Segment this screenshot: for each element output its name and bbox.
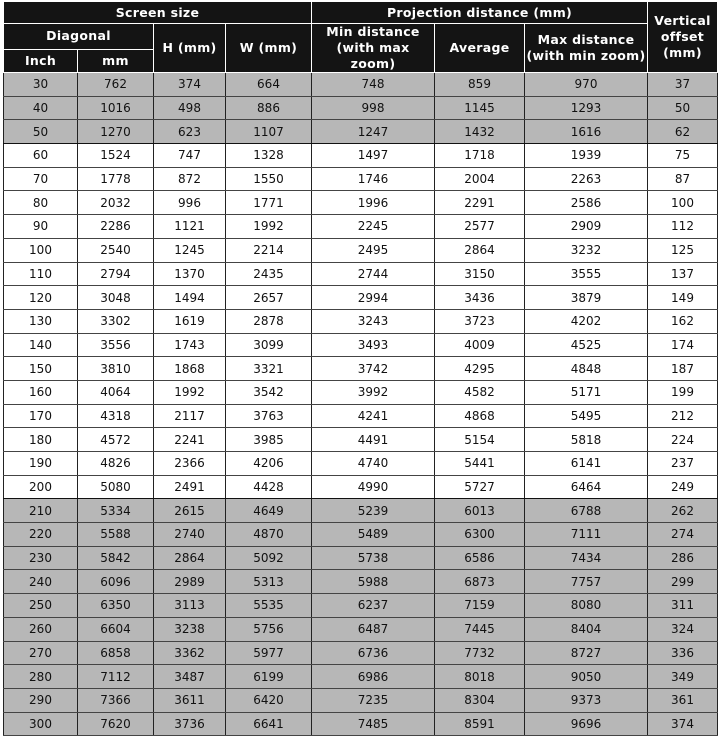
cell-min-distance: 2994 bbox=[312, 286, 435, 310]
cell-vertical-offset: 62 bbox=[648, 120, 718, 144]
cell-vertical-offset: 112 bbox=[648, 215, 718, 239]
cell-h-mm: 3611 bbox=[154, 688, 226, 712]
cell-vertical-offset: 37 bbox=[648, 73, 718, 97]
cell-mm: 6096 bbox=[78, 570, 154, 594]
cell-w-mm: 2878 bbox=[226, 309, 312, 333]
table-row bbox=[4, 120, 718, 144]
cell-w-mm: 2657 bbox=[226, 286, 312, 310]
cell-mm: 5080 bbox=[78, 475, 154, 499]
table-row bbox=[4, 96, 718, 120]
cell-h-mm: 3113 bbox=[154, 594, 226, 618]
table-row bbox=[4, 499, 718, 523]
cell-max-distance: 970 bbox=[525, 73, 648, 97]
table-row bbox=[4, 617, 718, 641]
cell-h-mm: 1868 bbox=[154, 357, 226, 381]
table-row bbox=[4, 546, 718, 570]
cell-h-mm: 498 bbox=[154, 96, 226, 120]
cell-average: 4295 bbox=[435, 357, 525, 381]
cell-average: 6013 bbox=[435, 499, 525, 523]
table-row bbox=[4, 641, 718, 665]
cell-h-mm: 2740 bbox=[154, 523, 226, 547]
cell-h-mm: 996 bbox=[154, 191, 226, 215]
cell-vertical-offset: 87 bbox=[648, 167, 718, 191]
cell-inch: 110 bbox=[4, 262, 78, 286]
cell-max-distance: 7434 bbox=[525, 546, 648, 570]
cell-max-distance: 8404 bbox=[525, 617, 648, 641]
cell-average: 7159 bbox=[435, 594, 525, 618]
cell-w-mm: 3985 bbox=[226, 428, 312, 452]
cell-w-mm: 4649 bbox=[226, 499, 312, 523]
cell-inch: 190 bbox=[4, 452, 78, 476]
cell-average: 5154 bbox=[435, 428, 525, 452]
cell-w-mm: 2214 bbox=[226, 238, 312, 262]
cell-vertical-offset: 125 bbox=[648, 238, 718, 262]
cell-h-mm: 872 bbox=[154, 167, 226, 191]
cell-average: 8591 bbox=[435, 712, 525, 736]
cell-w-mm: 5535 bbox=[226, 594, 312, 618]
cell-min-distance: 4491 bbox=[312, 428, 435, 452]
cell-h-mm: 3362 bbox=[154, 641, 226, 665]
cell-vertical-offset: 299 bbox=[648, 570, 718, 594]
cell-w-mm: 664 bbox=[226, 73, 312, 97]
cell-w-mm: 1328 bbox=[226, 144, 312, 168]
cell-h-mm: 1121 bbox=[154, 215, 226, 239]
cell-min-distance: 5489 bbox=[312, 523, 435, 547]
cell-vertical-offset: 361 bbox=[648, 688, 718, 712]
cell-inch: 70 bbox=[4, 167, 78, 191]
table-row bbox=[4, 262, 718, 286]
cell-vertical-offset: 212 bbox=[648, 404, 718, 428]
cell-average: 4868 bbox=[435, 404, 525, 428]
table-row bbox=[4, 475, 718, 499]
cell-h-mm: 1743 bbox=[154, 333, 226, 357]
cell-max-distance: 3555 bbox=[525, 262, 648, 286]
header-projection-distance: Projection distance (mm) bbox=[312, 2, 648, 24]
cell-max-distance: 2263 bbox=[525, 167, 648, 191]
cell-average: 2291 bbox=[435, 191, 525, 215]
cell-vertical-offset: 311 bbox=[648, 594, 718, 618]
header-h-mm: H (mm) bbox=[154, 24, 226, 73]
cell-inch: 250 bbox=[4, 594, 78, 618]
cell-inch: 60 bbox=[4, 144, 78, 168]
cell-average: 6873 bbox=[435, 570, 525, 594]
cell-average: 2577 bbox=[435, 215, 525, 239]
cell-max-distance: 9373 bbox=[525, 688, 648, 712]
cell-w-mm: 3542 bbox=[226, 380, 312, 404]
cell-max-distance: 5171 bbox=[525, 380, 648, 404]
cell-vertical-offset: 162 bbox=[648, 309, 718, 333]
cell-inch: 210 bbox=[4, 499, 78, 523]
cell-max-distance: 6464 bbox=[525, 475, 648, 499]
cell-h-mm: 1992 bbox=[154, 380, 226, 404]
header-inch: Inch bbox=[4, 49, 78, 72]
cell-mm: 762 bbox=[78, 73, 154, 97]
cell-mm: 1778 bbox=[78, 167, 154, 191]
cell-mm: 6350 bbox=[78, 594, 154, 618]
cell-min-distance: 3992 bbox=[312, 380, 435, 404]
cell-min-distance: 5239 bbox=[312, 499, 435, 523]
cell-inch: 300 bbox=[4, 712, 78, 736]
table-row bbox=[4, 428, 718, 452]
cell-vertical-offset: 324 bbox=[648, 617, 718, 641]
cell-vertical-offset: 262 bbox=[648, 499, 718, 523]
cell-h-mm: 3238 bbox=[154, 617, 226, 641]
cell-inch: 130 bbox=[4, 309, 78, 333]
cell-inch: 160 bbox=[4, 380, 78, 404]
cell-inch: 140 bbox=[4, 333, 78, 357]
cell-max-distance: 9696 bbox=[525, 712, 648, 736]
cell-inch: 180 bbox=[4, 428, 78, 452]
cell-h-mm: 1370 bbox=[154, 262, 226, 286]
cell-max-distance: 4848 bbox=[525, 357, 648, 381]
cell-h-mm: 2989 bbox=[154, 570, 226, 594]
cell-w-mm: 1107 bbox=[226, 120, 312, 144]
cell-max-distance: 2586 bbox=[525, 191, 648, 215]
cell-inch: 260 bbox=[4, 617, 78, 641]
cell-h-mm: 1494 bbox=[154, 286, 226, 310]
cell-w-mm: 6641 bbox=[226, 712, 312, 736]
cell-inch: 290 bbox=[4, 688, 78, 712]
cell-inch: 230 bbox=[4, 546, 78, 570]
cell-mm: 3302 bbox=[78, 309, 154, 333]
cell-w-mm: 5756 bbox=[226, 617, 312, 641]
cell-min-distance: 1996 bbox=[312, 191, 435, 215]
cell-average: 3436 bbox=[435, 286, 525, 310]
cell-average: 859 bbox=[435, 73, 525, 97]
cell-inch: 50 bbox=[4, 120, 78, 144]
cell-vertical-offset: 349 bbox=[648, 665, 718, 689]
cell-max-distance: 3879 bbox=[525, 286, 648, 310]
cell-mm: 4572 bbox=[78, 428, 154, 452]
cell-vertical-offset: 199 bbox=[648, 380, 718, 404]
header-average: Average bbox=[435, 24, 525, 73]
table-row bbox=[4, 333, 718, 357]
header-diagonal: Diagonal bbox=[4, 24, 154, 50]
cell-mm: 3556 bbox=[78, 333, 154, 357]
cell-inch: 220 bbox=[4, 523, 78, 547]
projection-distance-table bbox=[3, 1, 718, 736]
cell-average: 8018 bbox=[435, 665, 525, 689]
cell-min-distance: 3742 bbox=[312, 357, 435, 381]
cell-max-distance: 4202 bbox=[525, 309, 648, 333]
cell-average: 1145 bbox=[435, 96, 525, 120]
cell-w-mm: 1771 bbox=[226, 191, 312, 215]
cell-inch: 80 bbox=[4, 191, 78, 215]
cell-mm: 2794 bbox=[78, 262, 154, 286]
cell-max-distance: 7111 bbox=[525, 523, 648, 547]
cell-max-distance: 8080 bbox=[525, 594, 648, 618]
cell-vertical-offset: 174 bbox=[648, 333, 718, 357]
cell-w-mm: 1992 bbox=[226, 215, 312, 239]
cell-h-mm: 3736 bbox=[154, 712, 226, 736]
cell-max-distance: 5495 bbox=[525, 404, 648, 428]
cell-h-mm: 3487 bbox=[154, 665, 226, 689]
cell-average: 7445 bbox=[435, 617, 525, 641]
table-row bbox=[4, 452, 718, 476]
cell-inch: 280 bbox=[4, 665, 78, 689]
table-row bbox=[4, 144, 718, 168]
cell-max-distance: 1293 bbox=[525, 96, 648, 120]
cell-min-distance: 4241 bbox=[312, 404, 435, 428]
cell-w-mm: 886 bbox=[226, 96, 312, 120]
cell-h-mm: 1245 bbox=[154, 238, 226, 262]
cell-inch: 40 bbox=[4, 96, 78, 120]
table-row bbox=[4, 309, 718, 333]
cell-min-distance: 2495 bbox=[312, 238, 435, 262]
cell-w-mm: 6420 bbox=[226, 688, 312, 712]
cell-min-distance: 2245 bbox=[312, 215, 435, 239]
table-header bbox=[4, 2, 718, 73]
cell-w-mm: 3099 bbox=[226, 333, 312, 357]
cell-average: 4009 bbox=[435, 333, 525, 357]
table-row bbox=[4, 594, 718, 618]
cell-min-distance: 998 bbox=[312, 96, 435, 120]
cell-min-distance: 1746 bbox=[312, 167, 435, 191]
cell-w-mm: 6199 bbox=[226, 665, 312, 689]
cell-min-distance: 4990 bbox=[312, 475, 435, 499]
cell-vertical-offset: 336 bbox=[648, 641, 718, 665]
cell-min-distance: 2744 bbox=[312, 262, 435, 286]
cell-h-mm: 1619 bbox=[154, 309, 226, 333]
cell-vertical-offset: 274 bbox=[648, 523, 718, 547]
cell-average: 6586 bbox=[435, 546, 525, 570]
cell-vertical-offset: 249 bbox=[648, 475, 718, 499]
cell-mm: 5588 bbox=[78, 523, 154, 547]
header-vertical-offset: Vertical offset (mm) bbox=[648, 2, 718, 73]
cell-min-distance: 6487 bbox=[312, 617, 435, 641]
cell-h-mm: 747 bbox=[154, 144, 226, 168]
cell-average: 7732 bbox=[435, 641, 525, 665]
cell-w-mm: 3321 bbox=[226, 357, 312, 381]
cell-mm: 2032 bbox=[78, 191, 154, 215]
cell-average: 4582 bbox=[435, 380, 525, 404]
cell-average: 6300 bbox=[435, 523, 525, 547]
cell-max-distance: 6788 bbox=[525, 499, 648, 523]
table-row bbox=[4, 167, 718, 191]
cell-h-mm: 2241 bbox=[154, 428, 226, 452]
cell-vertical-offset: 374 bbox=[648, 712, 718, 736]
cell-h-mm: 2117 bbox=[154, 404, 226, 428]
cell-w-mm: 5092 bbox=[226, 546, 312, 570]
cell-mm: 5842 bbox=[78, 546, 154, 570]
header-mm: mm bbox=[78, 49, 154, 72]
table-row bbox=[4, 688, 718, 712]
cell-max-distance: 1939 bbox=[525, 144, 648, 168]
cell-vertical-offset: 224 bbox=[648, 428, 718, 452]
table-row bbox=[4, 665, 718, 689]
cell-max-distance: 8727 bbox=[525, 641, 648, 665]
cell-mm: 1016 bbox=[78, 96, 154, 120]
cell-vertical-offset: 149 bbox=[648, 286, 718, 310]
cell-min-distance: 7235 bbox=[312, 688, 435, 712]
cell-average: 2864 bbox=[435, 238, 525, 262]
cell-w-mm: 5313 bbox=[226, 570, 312, 594]
table-row bbox=[4, 191, 718, 215]
cell-mm: 6604 bbox=[78, 617, 154, 641]
cell-mm: 2286 bbox=[78, 215, 154, 239]
cell-min-distance: 748 bbox=[312, 73, 435, 97]
cell-mm: 5334 bbox=[78, 499, 154, 523]
cell-min-distance: 6237 bbox=[312, 594, 435, 618]
cell-mm: 3810 bbox=[78, 357, 154, 381]
cell-max-distance: 6141 bbox=[525, 452, 648, 476]
cell-average: 3150 bbox=[435, 262, 525, 286]
cell-vertical-offset: 50 bbox=[648, 96, 718, 120]
cell-mm: 4064 bbox=[78, 380, 154, 404]
cell-w-mm: 4206 bbox=[226, 452, 312, 476]
table-row bbox=[4, 286, 718, 310]
cell-h-mm: 2615 bbox=[154, 499, 226, 523]
cell-mm: 1524 bbox=[78, 144, 154, 168]
cell-h-mm: 2864 bbox=[154, 546, 226, 570]
cell-mm: 3048 bbox=[78, 286, 154, 310]
cell-min-distance: 1497 bbox=[312, 144, 435, 168]
cell-vertical-offset: 286 bbox=[648, 546, 718, 570]
cell-mm: 7112 bbox=[78, 665, 154, 689]
cell-min-distance: 3493 bbox=[312, 333, 435, 357]
cell-max-distance: 7757 bbox=[525, 570, 648, 594]
cell-max-distance: 4525 bbox=[525, 333, 648, 357]
table-row bbox=[4, 357, 718, 381]
cell-average: 5441 bbox=[435, 452, 525, 476]
cell-inch: 120 bbox=[4, 286, 78, 310]
table-row bbox=[4, 73, 718, 97]
cell-mm: 7366 bbox=[78, 688, 154, 712]
cell-inch: 170 bbox=[4, 404, 78, 428]
cell-min-distance: 5988 bbox=[312, 570, 435, 594]
table-body bbox=[4, 73, 718, 736]
header-max-distance: Max distance (with min zoom) bbox=[525, 24, 648, 73]
cell-h-mm: 623 bbox=[154, 120, 226, 144]
header-min-distance: Min distance (with max zoom) bbox=[312, 24, 435, 73]
cell-vertical-offset: 100 bbox=[648, 191, 718, 215]
cell-mm: 4826 bbox=[78, 452, 154, 476]
cell-min-distance: 4740 bbox=[312, 452, 435, 476]
header-w-mm: W (mm) bbox=[226, 24, 312, 73]
cell-average: 5727 bbox=[435, 475, 525, 499]
cell-average: 1718 bbox=[435, 144, 525, 168]
cell-max-distance: 1616 bbox=[525, 120, 648, 144]
table-row bbox=[4, 570, 718, 594]
table-row bbox=[4, 404, 718, 428]
cell-w-mm: 5977 bbox=[226, 641, 312, 665]
cell-h-mm: 2366 bbox=[154, 452, 226, 476]
cell-max-distance: 3232 bbox=[525, 238, 648, 262]
cell-mm: 4318 bbox=[78, 404, 154, 428]
cell-average: 2004 bbox=[435, 167, 525, 191]
cell-inch: 200 bbox=[4, 475, 78, 499]
cell-max-distance: 2909 bbox=[525, 215, 648, 239]
cell-w-mm: 1550 bbox=[226, 167, 312, 191]
cell-w-mm: 4428 bbox=[226, 475, 312, 499]
table-row bbox=[4, 238, 718, 262]
cell-w-mm: 4870 bbox=[226, 523, 312, 547]
cell-mm: 2540 bbox=[78, 238, 154, 262]
cell-min-distance: 6736 bbox=[312, 641, 435, 665]
table-row bbox=[4, 380, 718, 404]
cell-inch: 90 bbox=[4, 215, 78, 239]
cell-min-distance: 1247 bbox=[312, 120, 435, 144]
header-screen-size: Screen size bbox=[4, 2, 312, 24]
cell-inch: 240 bbox=[4, 570, 78, 594]
cell-max-distance: 9050 bbox=[525, 665, 648, 689]
cell-vertical-offset: 137 bbox=[648, 262, 718, 286]
cell-inch: 270 bbox=[4, 641, 78, 665]
cell-min-distance: 5738 bbox=[312, 546, 435, 570]
cell-average: 1432 bbox=[435, 120, 525, 144]
cell-vertical-offset: 237 bbox=[648, 452, 718, 476]
cell-h-mm: 374 bbox=[154, 73, 226, 97]
table-row bbox=[4, 215, 718, 239]
cell-min-distance: 6986 bbox=[312, 665, 435, 689]
cell-w-mm: 2435 bbox=[226, 262, 312, 286]
cell-max-distance: 5818 bbox=[525, 428, 648, 452]
cell-average: 3723 bbox=[435, 309, 525, 333]
cell-vertical-offset: 75 bbox=[648, 144, 718, 168]
cell-mm: 6858 bbox=[78, 641, 154, 665]
cell-average: 8304 bbox=[435, 688, 525, 712]
cell-vertical-offset: 187 bbox=[648, 357, 718, 381]
cell-h-mm: 2491 bbox=[154, 475, 226, 499]
cell-inch: 100 bbox=[4, 238, 78, 262]
cell-w-mm: 3763 bbox=[226, 404, 312, 428]
cell-inch: 150 bbox=[4, 357, 78, 381]
cell-min-distance: 7485 bbox=[312, 712, 435, 736]
cell-min-distance: 3243 bbox=[312, 309, 435, 333]
cell-mm: 7620 bbox=[78, 712, 154, 736]
cell-inch: 30 bbox=[4, 73, 78, 97]
table-row bbox=[4, 523, 718, 547]
cell-mm: 1270 bbox=[78, 120, 154, 144]
